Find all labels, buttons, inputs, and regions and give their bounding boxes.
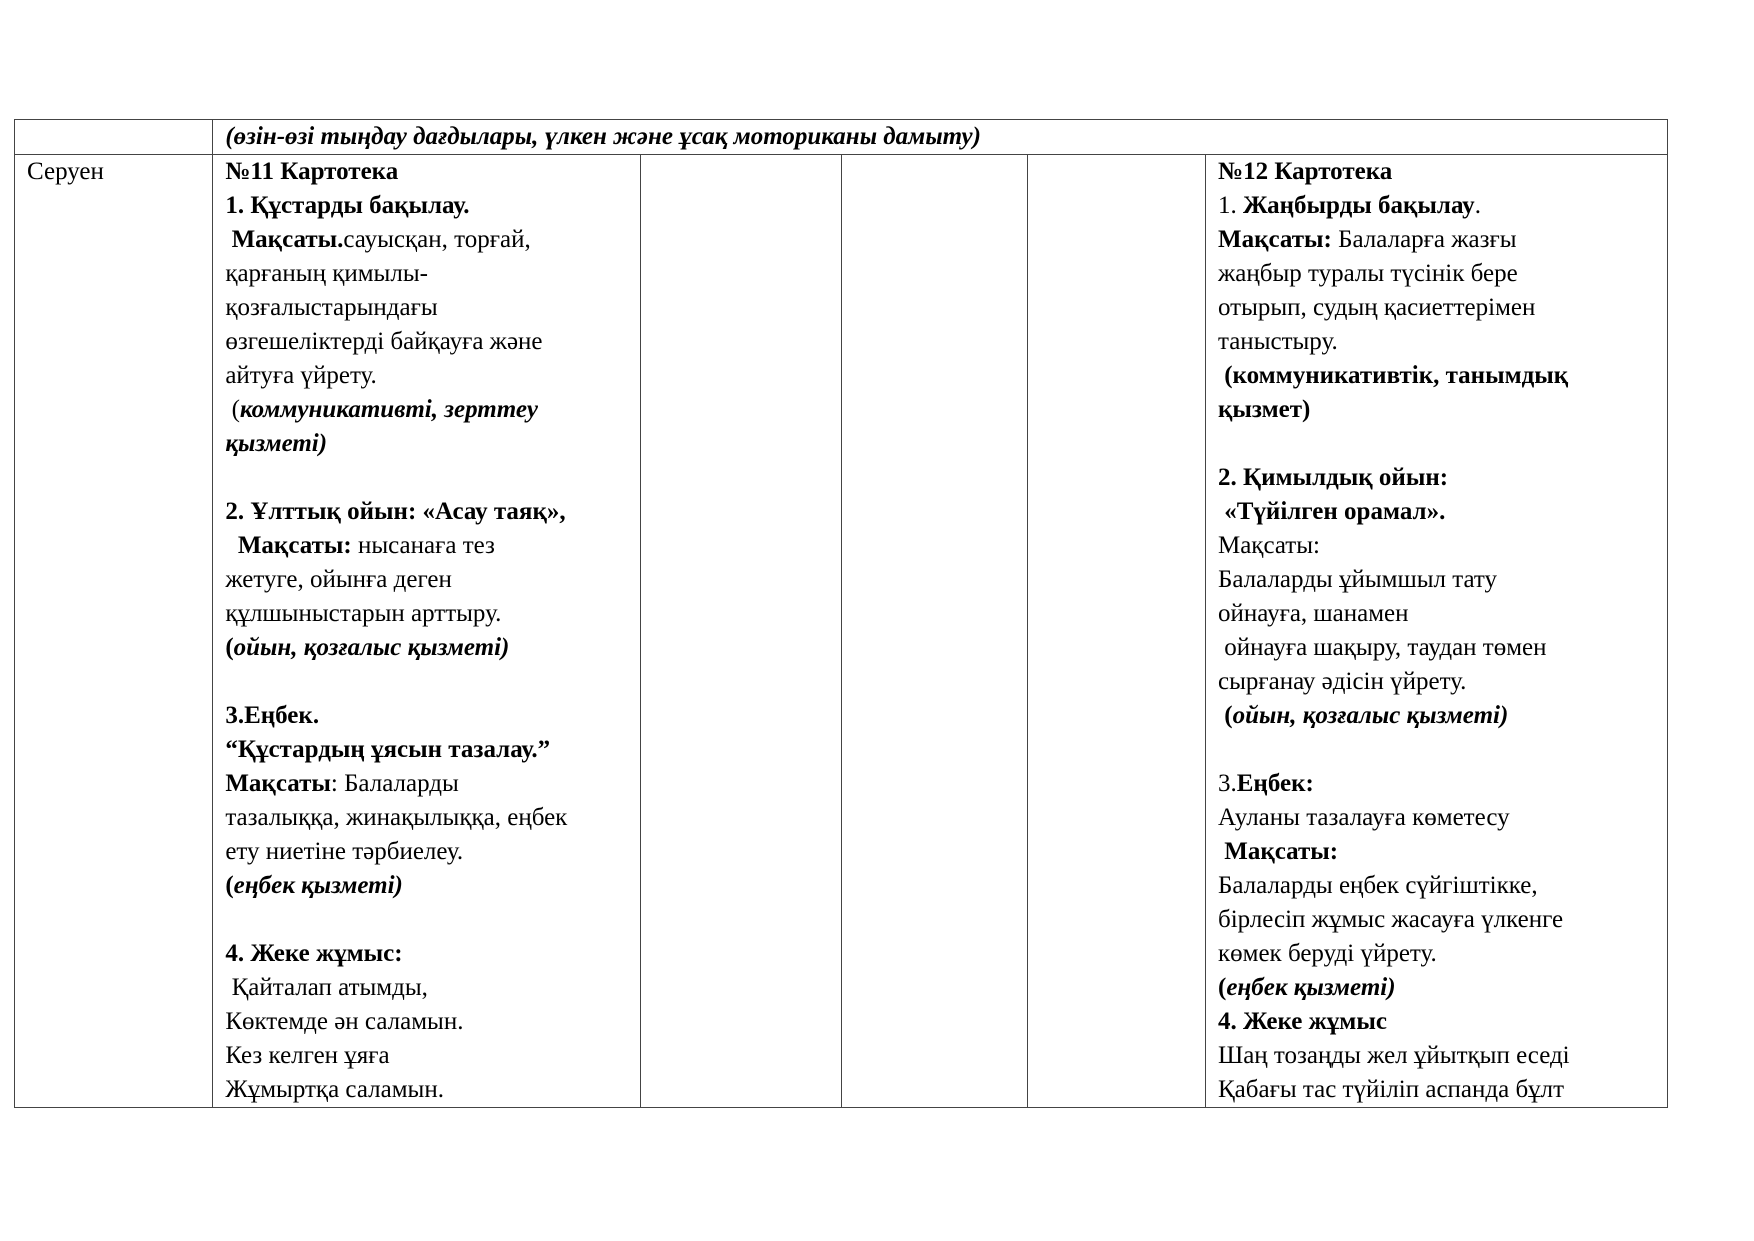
card12-cell [1205, 155, 1667, 1108]
poem-line: Кез келген ұяға [225, 1042, 390, 1069]
paren: ( [225, 872, 234, 899]
card11-item1-activity [225, 393, 630, 427]
item-number: 3. [1217, 770, 1237, 797]
paren: ( [1224, 702, 1233, 729]
item-end: . [1474, 192, 1481, 219]
activity-text: (коммуникативтік, танымдық [1224, 362, 1569, 389]
goal-text: нысанаға тез [351, 532, 495, 559]
goal-label: Мақсаты: [1217, 532, 1320, 559]
goal-text: Балаларды еңбек сүйгіштікке, [1217, 872, 1538, 899]
paren: ( [231, 396, 240, 423]
table-row [15, 120, 1668, 155]
empty-day-cell [641, 155, 842, 1108]
goal-text: тазалыққа, жинақылыққа, еңбек [225, 804, 568, 831]
card12-item2-title: 2. Қимылдық ойын: [1217, 464, 1449, 491]
label-cell-empty [15, 120, 213, 155]
goal-text: қозғалыстарындағы [225, 294, 438, 321]
goal-text: бірлесіп жұмыс жасауға үлкенге [1217, 906, 1564, 933]
card11-item3-goal [225, 767, 630, 801]
activity-text: еңбек қызметі) [233, 872, 403, 899]
goal-text: Балаларға жазғы [1331, 226, 1517, 253]
poem-line: Көктемде ән саламын. [225, 1008, 464, 1035]
spacer [1218, 427, 1657, 461]
activity-text: еңбек қызметі) [1226, 974, 1396, 1001]
goal-label: Мақсаты. [231, 226, 344, 253]
card11-item2-goal [225, 529, 630, 563]
skills-note: (өзін-өзі тыңдау дағдылары, үлкен және ұсақ моториканы дамыту) [225, 123, 981, 150]
goal-text: өзгешеліктерді байқауға және [225, 328, 543, 355]
goal-text: құлшыныстарын арттыру. [225, 600, 502, 627]
card11-item3-title: 3.Еңбек. [225, 702, 320, 729]
paren: ( [1217, 974, 1227, 1001]
card12-item1-goal [1218, 223, 1657, 257]
card12-item2-subtitle [1218, 495, 1657, 529]
schedule-table [14, 119, 1668, 1108]
card12-item3-title [1218, 767, 1657, 801]
empty-day-cell [842, 155, 1028, 1108]
header-cell [213, 120, 1668, 155]
card12-item1-title [1218, 189, 1657, 223]
activity-text: ойын, қозғалыс қызметі) [233, 634, 510, 661]
paren: ( [225, 634, 234, 661]
goal-label: Мақсаты: [237, 532, 352, 559]
spacer [225, 903, 630, 937]
poem-text: Қайталап атымды, [231, 974, 428, 1001]
goal-text: ойнауға, шанамен [1217, 600, 1409, 627]
table-row [15, 155, 1668, 1108]
activity-text: ойын, қозғалыс қызметі) [1232, 702, 1509, 729]
card12-item3-subtitle: Ауланы тазалауға көметесу [1217, 804, 1510, 831]
poem-line [225, 971, 630, 1005]
card11-item3-activity [225, 869, 630, 903]
goal-label [1218, 835, 1657, 869]
spacer [1218, 733, 1657, 767]
section-label: Серуен [27, 158, 104, 185]
goal-label-text: Мақсаты: [1224, 838, 1339, 865]
goal-text: : Балаларды [330, 770, 459, 797]
activity-text: қызмет) [1217, 396, 1311, 423]
empty-day-cell [1027, 155, 1205, 1108]
goal-text [1218, 631, 1657, 665]
goal-text: жетуге, ойынға деген [225, 566, 452, 593]
activity-text: коммуникативті, зерттеу [239, 396, 539, 423]
poem-line: Шаң тозаңды жел ұйытқып еседі [1217, 1042, 1570, 1069]
item-title: Жаңбырды бақылау [1242, 192, 1475, 219]
spacer [225, 461, 630, 495]
card12-title: №12 Картотека [1217, 158, 1393, 185]
goal-text: қарғаның қимылы- [225, 260, 428, 287]
card11-item2-activity [225, 631, 630, 665]
poem-line: Қабағы тас түйіліп аспанда бұлт [1217, 1076, 1565, 1103]
game-name: «Түйілген орамал». [1224, 498, 1446, 525]
card11-item2-title: 2. Ұлттық ойын: «Асау таяқ», [225, 498, 566, 525]
card11-item1-title: 1. Құстарды бақылау. [225, 192, 470, 219]
goal-text: көмек беруді үйрету. [1217, 940, 1437, 967]
goal-text: Балаларды ұйымшыл тату [1217, 566, 1498, 593]
card11-title: №11 Картотека [225, 158, 399, 185]
goal-text: ету ниетіне тәрбиелеу. [225, 838, 464, 865]
card12-item2-activity [1218, 699, 1657, 733]
item-title: Еңбек: [1236, 770, 1314, 797]
goal-text: сырғанау әдісін үйрету. [1217, 668, 1467, 695]
card11-item1-goal [225, 223, 630, 257]
goal-text: жаңбыр туралы түсінік бере [1217, 260, 1518, 287]
goal-text: айтуға үйрету. [225, 362, 377, 389]
item-number: 1. [1217, 192, 1243, 219]
goal-label: Мақсаты: [1217, 226, 1332, 253]
card11-item3-subtitle: “Құстардың ұясын тазалау.” [225, 736, 551, 763]
goal-text: сауысқан, торғай, [343, 226, 531, 253]
card12-item4-title: 4. Жеке жұмыс [1217, 1008, 1387, 1035]
card11-cell [213, 155, 641, 1108]
goal-text: таныстыру. [1217, 328, 1338, 355]
card12-item3-activity [1218, 971, 1657, 1005]
card12-item1-activity [1218, 359, 1657, 393]
goal-text-part: ойнауға шақыру, таудан төмен [1224, 634, 1547, 661]
goal-label: Мақсаты [225, 770, 331, 797]
spacer [225, 665, 630, 699]
activity-text: қызметі) [225, 430, 328, 457]
section-label-cell [15, 155, 213, 1108]
goal-text: отырып, судың қасиеттерімен [1217, 294, 1536, 321]
card11-item4-title: 4. Жеке жұмыс: [225, 940, 403, 967]
poem-line: Жұмыртқа саламын. [225, 1076, 444, 1103]
